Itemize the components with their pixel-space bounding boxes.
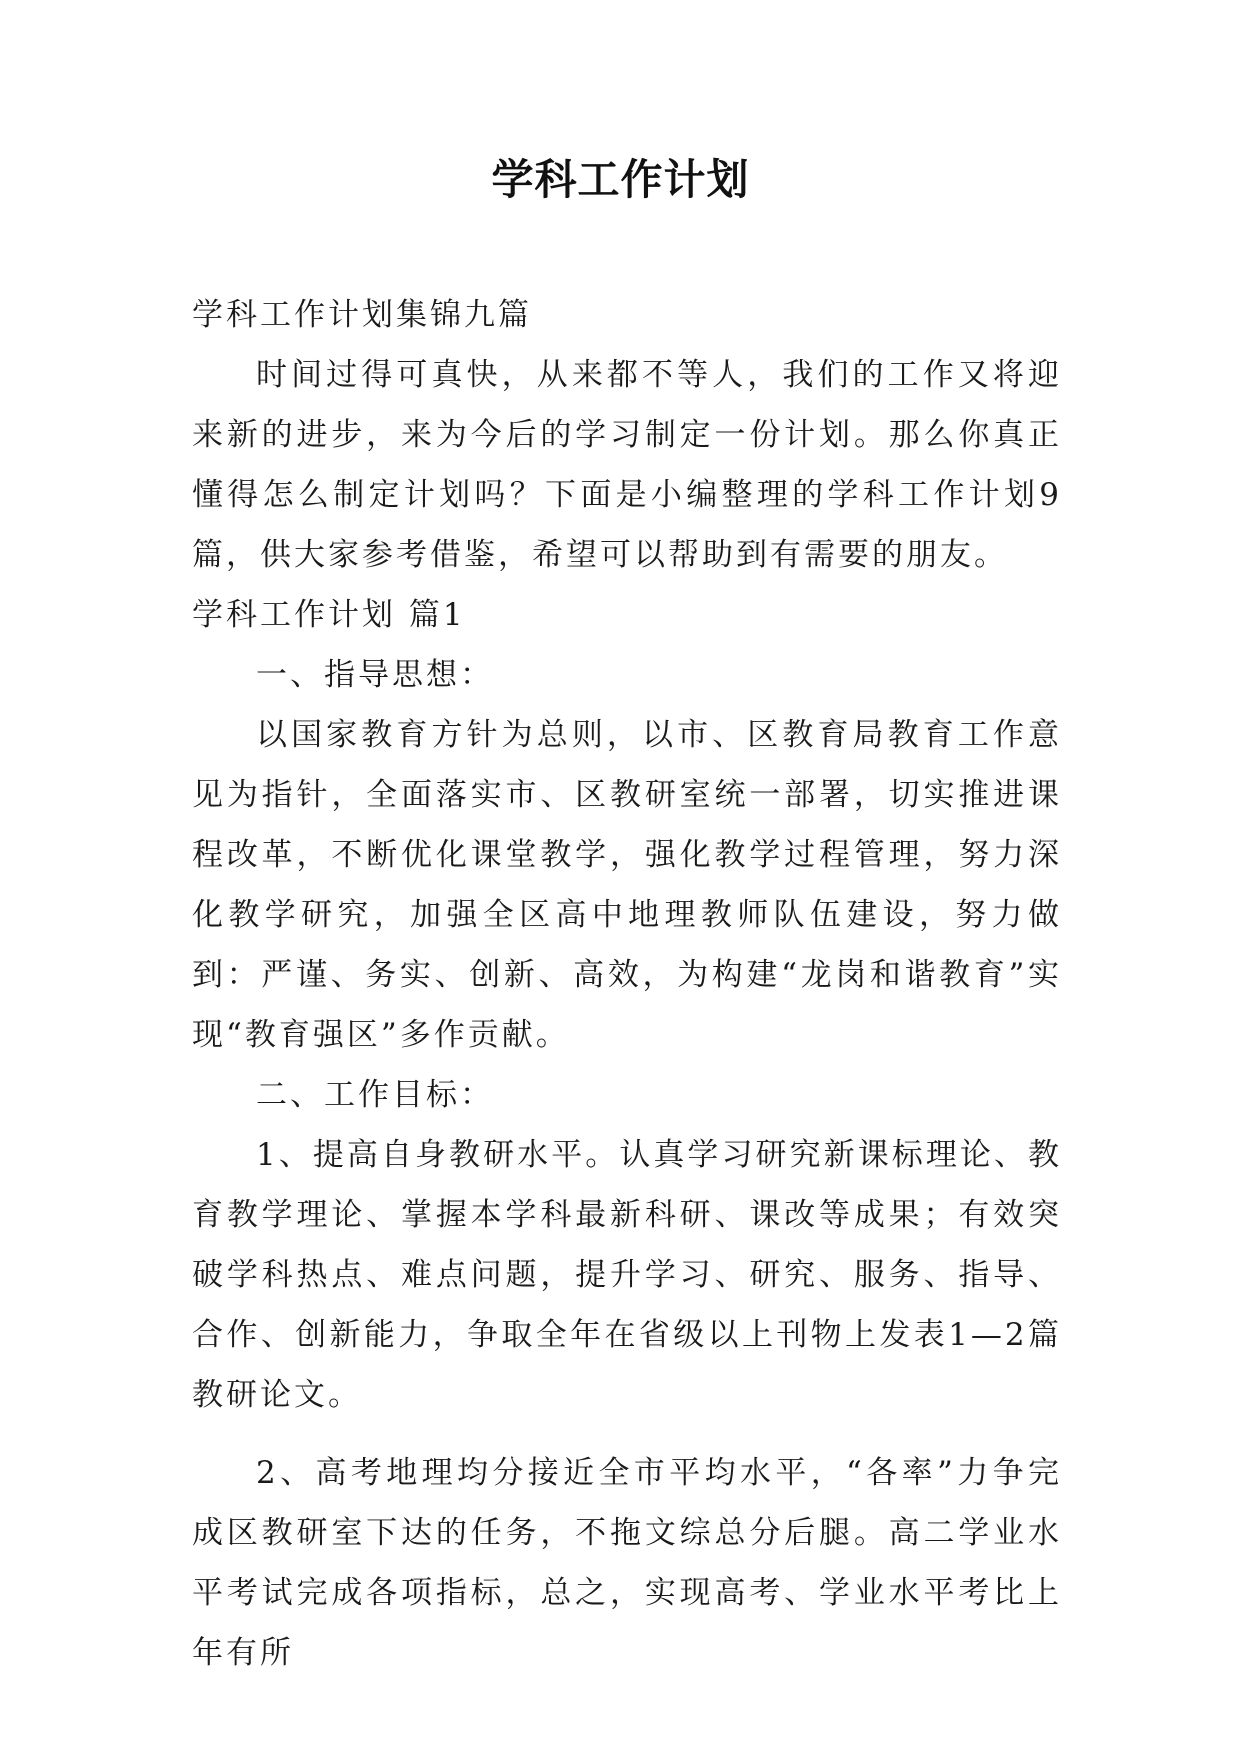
goal-paragraph-2: 2、高考地理均分接近全市平均水平，“各率”力争完成区教研室下达的任务，不拖文综总分后腿。高二学业水平考试完成各项指标，总之，实现高考、学业水平考比上年有所 <box>192 1455 1062 1671</box>
heading-guiding-ideology: 一、指导思想： <box>256 657 494 693</box>
intro-paragraph: 时间过得可真快，从来都不等人，我们的工作又将迎来新的进步，来为今后的学习制定一份计划。那么你真正懂得怎么制定计划吗？下面是小编整理的学科工作计划9篇，供大家参考借鉴，希望可以帮助到有需要的朋友。 <box>192 357 1062 573</box>
document-title: 学科工作计划 <box>491 155 750 204</box>
heading-work-goals: 二、工作目标： <box>256 1077 494 1113</box>
document-body <box>192 285 1062 1683</box>
guiding-ideology-paragraph: 以国家教育方针为总则，以市、区教育局教育工作意见为指针，全面落实市、区教研室统一部署，切实推进课程改革，不断优化课堂教学，强化教学过程管理，努力深化教学研究，加强全区高中地理教师队伍建设，努力做到：严谨、务实、创新、高效，为构建“龙岗和谐教育”实现“教育强区”多作贡献。 <box>192 717 1062 1053</box>
document-subtitle: 学科工作计划集锦九篇 <box>192 297 532 333</box>
goal-paragraph-1: 1、提高自身教研水平。认真学习研究新课标理论、教育教学理论、掌握本学科最新科研、课改等成果；有效突破学科热点、难点问题，提升学习、研究、服务、指导、合作、创新能力，争取全年在省级以上刊物上发表1—2篇教研论文。 <box>192 1137 1062 1413</box>
section-title: 学科工作计划 篇1 <box>192 597 466 633</box>
